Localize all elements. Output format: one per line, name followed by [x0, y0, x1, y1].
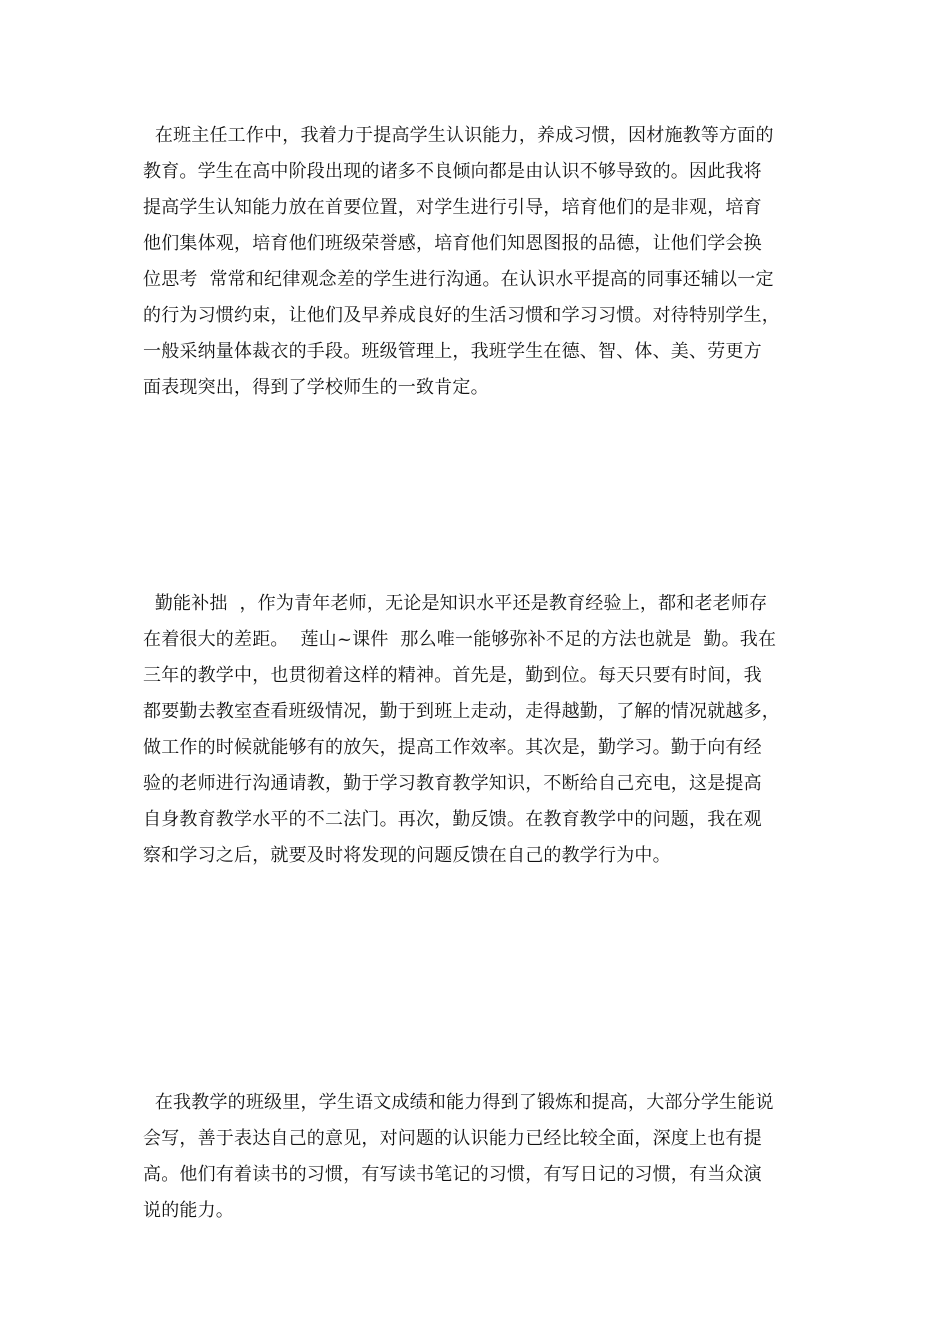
paragraph-line: 在我教学的班级里，学生语文成绩和能力得到了锻炼和提高，大部分学生能说 [143, 1092, 774, 1113]
paragraph-line: 在班主任工作中，我着力于提高学生认识能力，养成习惯，因材施教等方面的 [143, 125, 774, 146]
paragraph-line: 三年的教学中，也贯彻着这样的精神。首先是，勤到位。每天只要有时间，我 [143, 665, 762, 686]
paragraph-line: 验的老师进行沟通请教，勤于学习教育教学知识，不断给自己充电，这是提高 [143, 773, 762, 794]
paragraph-line: 教育。学生在高中阶段出现的诸多不良倾向都是由认识不够导致的。因此我将 [143, 161, 762, 182]
paragraph-diligence [143, 586, 811, 874]
paragraph-line: 高。他们有着读书的习惯，有写读书笔记的习惯，有写日记的习惯，有当众演 [143, 1164, 762, 1185]
paragraph-line: 在着很大的差距。 莲山~课件 那么唯一能够弥补不足的方法也就是 勤。我在 [143, 629, 777, 650]
paragraph-class-teacher-work [143, 118, 811, 406]
paragraph-teaching-results [143, 1085, 811, 1229]
paragraph-line: 提高学生认知能力放在首要位置，对学生进行引导，培育他们的是非观，培育 [143, 197, 762, 218]
paragraph-line: 自身教育教学水平的不二法门。再次，勤反馈。在教育教学中的问题，我在观 [143, 809, 762, 830]
paragraph-line: 会写，善于表达自己的意见，对问题的认识能力已经比较全面，深度上也有提 [143, 1128, 762, 1149]
paragraph-line: 的行为习惯约束，让他们及早养成良好的生活习惯和学习习惯。对待特别学生， [143, 305, 780, 326]
paragraph-line: 他们集体观，培育他们班级荣誉感，培育他们知恩图报的品德，让他们学会换 [143, 233, 762, 254]
paragraph-line: 都要勤去教室查看班级情况，勤于到班上走动，走得越勤，了解的情况就越多， [143, 701, 780, 722]
paragraph-line: 一般采纳量体裁衣的手段。班级管理上，我班学生在德、智、体、美、劳更方 [143, 341, 762, 362]
paragraph-line: 察和学习之后，就要及时将发现的问题反馈在自己的教学行为中。 [143, 845, 671, 866]
paragraph-line: 面表现突出，得到了学校师生的一致肯定。 [143, 377, 489, 398]
paragraph-line: 勤能补拙 ，作为青年老师，无论是知识水平还是教育经验上，都和老老师存 [143, 593, 768, 614]
paragraph-line: 说的能力。 [143, 1200, 234, 1221]
paragraph-line: 做工作的时候就能够有的放矢，提高工作效率。其次是，勤学习。勤于向有经 [143, 737, 762, 758]
paragraph-line: 位思考 常常和纪律观念差的学生进行沟通。在认识水平提高的同事还辅以一定 [143, 269, 774, 290]
